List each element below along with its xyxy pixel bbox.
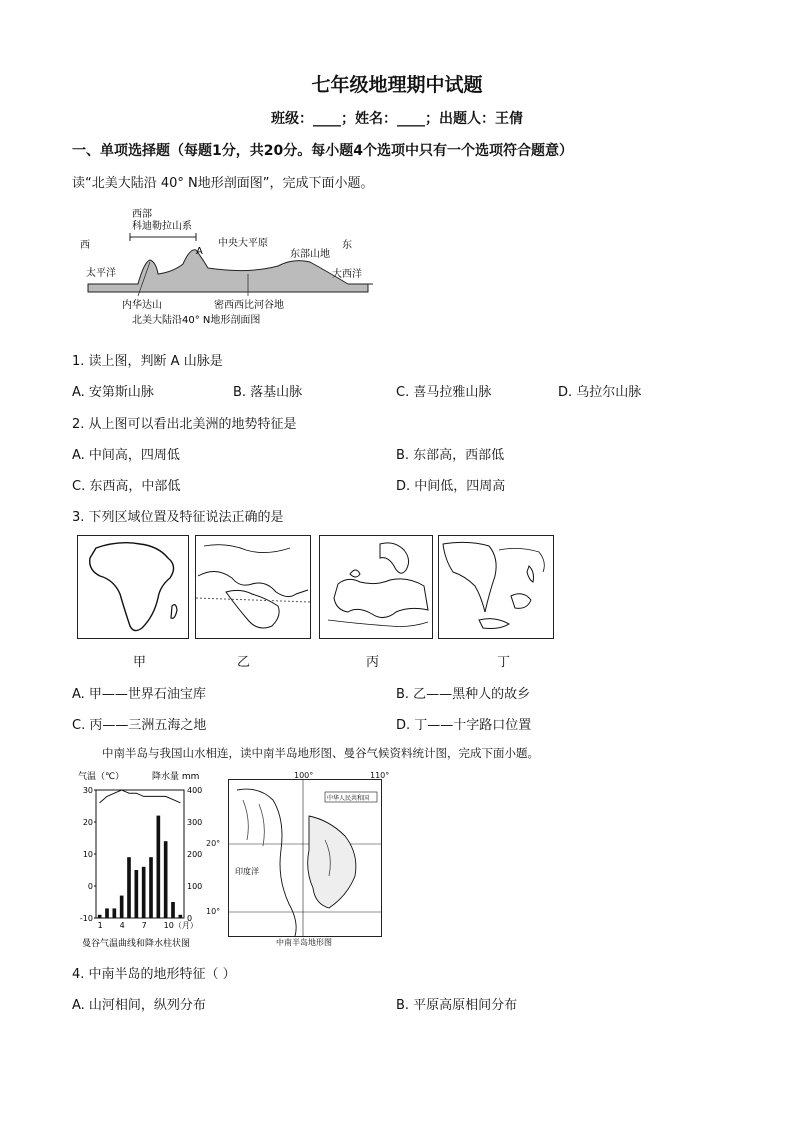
pacific-label: 太平洋 — [86, 268, 116, 279]
arabia-outline — [226, 590, 279, 628]
left-tick-label: 0 — [87, 882, 93, 891]
precip-bar — [135, 870, 139, 918]
temp-axis-label: 气温（℃） — [78, 772, 125, 782]
precip-axis-label: 降水量 mm — [152, 772, 200, 782]
left-tick-label: 20 — [82, 818, 93, 827]
philippines-outline — [527, 566, 534, 582]
q1-option-b[interactable]: B. 落基山脉 — [233, 385, 303, 400]
q2-option-c[interactable]: C. 东西高，中部低 — [72, 479, 181, 494]
precip-bar — [120, 896, 124, 918]
north-coast — [204, 545, 290, 553]
right-tick-label: 100 — [187, 882, 203, 891]
precip-bar — [142, 867, 146, 918]
intro-text-1: 读“北美大陆沿 40° N地形剖面图”，完成下面小题。 — [72, 176, 374, 191]
x-tick-label: 10（月） — [163, 921, 198, 930]
intro-text-2: 中南半岛与我国山水相连，读中南半岛地形图、曼谷气候资料统计图，完成下面小题。 — [102, 746, 539, 760]
central-plain-label: 中央大平原 — [218, 238, 268, 249]
sumatra-outline — [479, 619, 509, 629]
precip-bar — [164, 841, 168, 918]
precip-bar — [127, 857, 131, 918]
profile-caption: 北美大陆沿40° N地形剖面图 — [132, 315, 261, 326]
nevada-label: 内华达山 — [122, 300, 162, 311]
q3-option-d[interactable]: D. 丁——十字路口位置 — [396, 718, 532, 733]
north-america-profile-diagram — [78, 202, 378, 330]
q2-option-b[interactable]: B. 东部高，西部低 — [396, 448, 505, 463]
precip-bar — [157, 816, 161, 918]
q3-stem: 3. 下列区域位置及特征说法正确的是 — [72, 510, 284, 525]
burma-coast — [237, 789, 296, 936]
precip-bar — [113, 908, 117, 918]
map-label-bing: 丙 — [366, 655, 380, 670]
temperature-curve — [100, 790, 181, 803]
q3-option-c[interactable]: C. 丙——三洲五海之地 — [72, 718, 207, 733]
africa-coast — [328, 620, 428, 627]
precip-bar — [171, 902, 175, 918]
right-tick-label: 0 — [187, 914, 193, 923]
map-label-jia: 甲 — [133, 655, 147, 670]
q1-option-c[interactable]: C. 喜马拉雅山脉 — [396, 385, 492, 400]
map-label-yi: 乙 — [237, 655, 251, 670]
q1-stem: 1. 读上图，判断 A 山脉是 — [72, 354, 223, 369]
map-jia-africa — [77, 535, 189, 639]
precip-bar — [98, 915, 102, 918]
precip-bar — [179, 915, 183, 918]
climate-caption: 曼谷气温曲线和降水柱状图 — [82, 939, 191, 949]
borneo-outline — [511, 594, 531, 609]
europe-outline — [334, 579, 428, 618]
q3-option-a[interactable]: A. 甲——世界石油宝库 — [72, 687, 206, 702]
left-tick-label: -10 — [79, 914, 93, 923]
indochina-outline — [443, 542, 496, 612]
x-tick-label: 7 — [141, 921, 147, 930]
lon-110-label: 110° — [370, 771, 390, 780]
precip-bar — [105, 908, 109, 918]
lat-10-label: 10° — [206, 907, 221, 916]
q1-option-d[interactable]: D. 乌拉尔山脉 — [558, 385, 642, 400]
coast-line — [198, 571, 308, 596]
eastern-hills-label: 东部山地 — [290, 249, 330, 260]
q2-option-d[interactable]: D. 中间低，四周高 — [396, 479, 506, 494]
map-bing-europe — [319, 535, 433, 639]
q4-stem: 4. 中南半岛的地形特征（ ） — [72, 967, 236, 982]
east-label: 东 — [342, 240, 352, 251]
page-subtitle: 班级：____；姓名：____；出题人：王倩 — [271, 111, 523, 127]
x-tick-label: 4 — [119, 921, 125, 930]
rockies-label-2: 科迪勒拉山系 — [132, 221, 192, 232]
britain-outline — [350, 570, 360, 577]
plot-frame — [96, 790, 184, 918]
indochina-terrain-map — [228, 779, 382, 937]
point-a-label: A — [196, 246, 203, 257]
precip-bar — [149, 857, 153, 918]
right-tick-label: 400 — [187, 786, 203, 795]
q2-stem: 2. 从上图可以看出北美洲的地势特征是 — [72, 417, 297, 432]
atlantic-label: 大西洋 — [332, 269, 362, 280]
west-label: 西 — [80, 240, 90, 251]
indian-ocean-label: 印度洋 — [235, 867, 259, 876]
q3-option-b[interactable]: B. 乙——黑种人的故乡 — [396, 687, 531, 702]
bangkok-climate-chart — [76, 768, 216, 952]
china-label: 中华人民共和国 — [327, 795, 370, 802]
map-ding-southeast-asia — [438, 535, 554, 639]
section-heading: 一、单项选择题（每题1分，共20分。每小题4个选项中只有一个选项符合题意） — [72, 143, 573, 159]
africa-outline — [90, 543, 174, 631]
q1-option-a[interactable]: A. 安第斯山脉 — [72, 385, 154, 400]
indochina-map-caption: 中南半岛地形图 — [276, 938, 332, 947]
lat-20-label: 20° — [206, 839, 221, 848]
left-tick-label: 30 — [82, 786, 93, 795]
rockies-label-1: 西部 — [132, 209, 152, 220]
q4-option-b[interactable]: B. 平原高原相间分布 — [396, 998, 518, 1013]
madagascar-outline — [171, 605, 177, 619]
mississippi-label: 密西西比河谷地 — [214, 300, 284, 311]
q4-option-a[interactable]: A. 山河相间，纵列分布 — [72, 998, 206, 1013]
map-yi-middle-east — [195, 535, 311, 639]
lon-100-label: 100° — [294, 771, 314, 780]
left-tick-label: 10 — [82, 850, 93, 859]
q2-option-a[interactable]: A. 中间高，四周低 — [72, 448, 180, 463]
right-tick-label: 300 — [187, 818, 203, 827]
scandinavia-outline — [380, 543, 409, 573]
peninsula-outline — [308, 816, 356, 908]
x-tick-label: 1 — [97, 921, 103, 930]
right-tick-label: 200 — [187, 850, 203, 859]
map-label-ding: 丁 — [497, 655, 511, 670]
china-coast — [499, 548, 544, 572]
page-title: 七年级地理期中试题 — [311, 74, 483, 96]
